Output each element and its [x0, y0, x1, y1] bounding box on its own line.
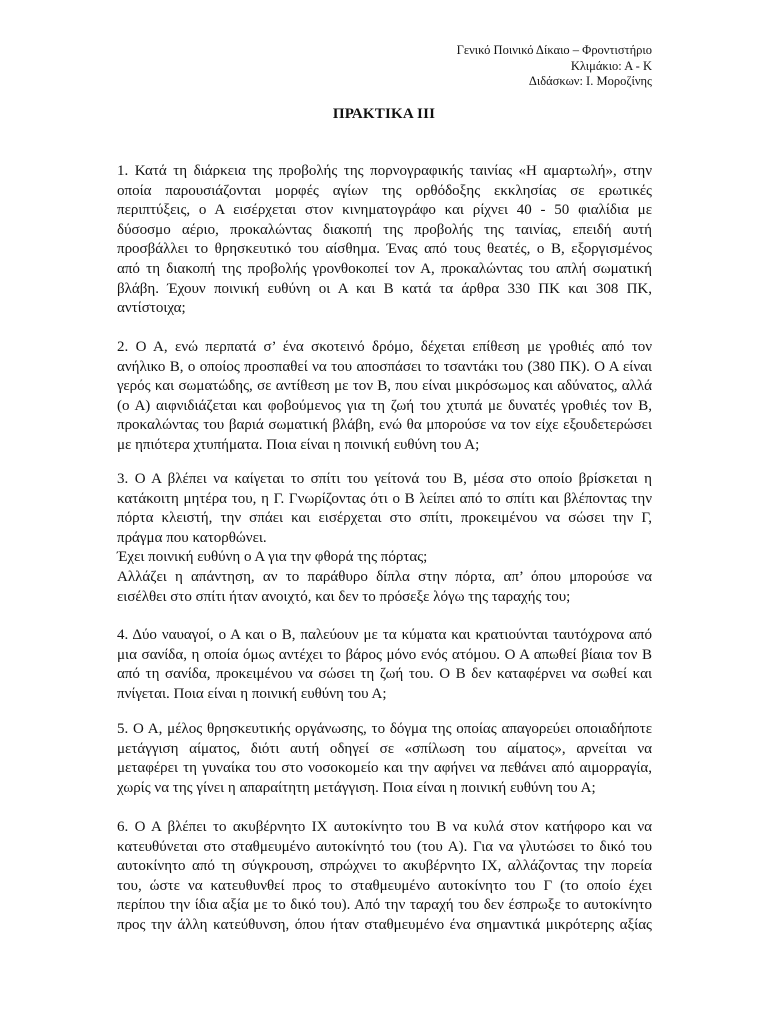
- question-6-line: προς την άλλη κατεύθυνση, όπου ήταν σταθμευμένο ένα σημαντικά μικρότερης αξίας: [117, 916, 652, 933]
- question-2: [117, 338, 652, 456]
- instructor-name: Διδάσκων: Ι. Μοροζίνης: [528, 74, 652, 88]
- question-2-line: 2. Ο Α, ενώ περπατά σ’ ένα σκοτεινό δρόμο, δέχεται επίθεση με γροθιές από τον: [117, 339, 652, 355]
- question-6-line: περίπου την ίδια αξία με το δικό του). Από την ταραχή του δεν έσπρωξε το αυτοκίνητο: [117, 897, 652, 914]
- page-header: [457, 43, 652, 90]
- question-5-line: χωρίς να της γίνει η απαραίτητη μετάγγιση. Ποια είναι η ποινική ευθύνη του Α;: [117, 779, 596, 796]
- question-1-line: από τη διακοπή της προβολής γρονθοκοπεί τον Α, προκαλώντας του απλή σωματική: [117, 260, 652, 277]
- section-label: Κλιμάκιο: Α - Κ: [570, 58, 652, 73]
- course-name: Γενικό Ποινικό Δίκαιο – Φροντιστήριο: [456, 43, 652, 57]
- question-1-line: οποία παρουσιάζονται μορφές αγίων της ορθόδοξης εκκλησίας σε ερωτικές: [117, 182, 652, 199]
- question-6-line: κατευθύνεται στο σταθμευμένο αυτοκίνητό του (του Α). Για να γλυτώσει το δικό του: [117, 838, 652, 855]
- question-6-line: του, ώστε να κατευθυνθεί προς το σταθμευμένο αυτοκίνητο του Γ (το οποίο έχει: [117, 877, 652, 894]
- question-2-line: γερός και σωματώδης, σε αντίθεση με τον Β, που είναι μικρόσωμος και αδύνατος, αλλά: [117, 378, 652, 395]
- question-2-line: (ο Α) αιφνιδιάζεται και φοβούμενος για τη ζωή του χτυπά με δυνατές γροθιές τον Β,: [117, 397, 652, 414]
- question-6-line: αυτοκίνητο από τη σύγκρουση, σπρώχνει το ακυβέρνητο ΙΧ, αλλάζοντας την πορεία: [117, 858, 652, 875]
- question-2-line: ανήλικο Β, ο οποίος προσπαθεί να του αποσπάσει το τσαντάκι του (380 ΠΚ). Ο Α είναι: [117, 358, 652, 375]
- question-3-line: πράγμα που κατορθώνει.: [117, 529, 267, 546]
- question-2-line: προκαλώντας του βαριά σωματική βλάβη, ενώ θα μπορούσε να τον είχε εξουδετερώσει: [117, 417, 652, 434]
- question-1-line: δύσοσμο αέριο, προκαλώντας διακοπή της προβολής της ταινίας, επειδή αυτή: [117, 221, 652, 238]
- question-3-line: πόρτα κλειστή, την σπάει και εισέρχεται στο σπίτι, προκειμένου να σώσει την Γ,: [117, 510, 652, 527]
- question-3-line: 3. Ο Α βλέπει να καίγεται το σπίτι του γείτονά του Β, μέσα στο οποίο βρίσκεται η: [117, 471, 652, 487]
- question-1-line: βλάβη. Έχουν ποινική ευθύνη οι Α και Β κατά τα άρθρα 330 ΠΚ και 308 ΠΚ,: [117, 280, 652, 297]
- document-title: ΠΡΑΚΤΙΚΑ ΙΙΙ: [332, 106, 436, 122]
- question-1-line: περιπτύξεις, ο Α εισέρχεται στον κινηματογράφο και ρίχνει 40 - 50 φιαλίδια με: [117, 202, 652, 219]
- question-1-line: 1. Κατά τη διάρκεια της προβολής της πορνογραφικής ταινίας «Η αμαρτωλή», στην: [117, 163, 652, 179]
- question-5-line: μεταφέρει τη γυναίκα του στο νοσοκομείο και την αφήνει να πεθάνει από αιμορραγία,: [117, 760, 652, 777]
- question-5-line: 5. Ο Α, μέλος θρησκευτικής οργάνωσης, το δόγμα της οποίας απαγορεύει οποιαδήποτε: [117, 721, 652, 737]
- question-3-line: Αλλάζει η απάντηση, αν το παράθυρο δίπλα στην πόρτα, απ’ όπου μπορούσε να: [117, 568, 652, 585]
- question-2-line: με ηπιότερα χτυπήματα. Ποια είναι η ποινική ευθύνη του Α;: [117, 436, 480, 453]
- question-3-line: Έχει ποινική ευθύνη ο Α για την φθορά της πόρτας;: [117, 549, 428, 566]
- question-3-line: εισέλθει στο σπίτι ήταν ανοιχτό, και δεν το πρόσεξε λόγω της ταραχής του;: [117, 588, 571, 605]
- question-4-line: 4. Δύο ναυαγοί, ο Α και ο Β, παλεύουν με τα κύματα και κρατιούνται ταυτόχρονα από: [117, 627, 652, 643]
- question-5: [117, 720, 652, 798]
- question-1-line: προσβάλλει το θρησκευτικό του αίσθημα. Ένας από τους θεατές, ο Β, εξοργισμένος: [117, 241, 652, 258]
- question-6: [117, 818, 652, 936]
- question-1-line: αντίστοιχα;: [117, 300, 186, 317]
- question-4-line: μια σανίδα, η οποία όμως αντέχει το βάρος μόνο ενός ατόμου. Ο Α απωθεί βίαια τον Β: [117, 646, 652, 663]
- question-3: [117, 470, 652, 607]
- question-4-line: πνίγεται. Ποια είναι η ποινική ευθύνη του Α;: [117, 685, 387, 702]
- question-4: [117, 626, 652, 704]
- question-5-line: μετάγγιση αίματος, διότι αυτή οδηγεί σε «σπίλωση του αίματος», αρνείται να: [117, 740, 652, 757]
- question-3-line: κατάκοιτη μητέρα του, η Γ. Γνωρίζοντας ότι ο Β λείπει από το σπίτι και βλέποντας την: [117, 490, 652, 507]
- question-1: [117, 162, 652, 319]
- question-6-line: 6. Ο Α βλέπει το ακυβέρνητο ΙΧ αυτοκίνητο του Β να κυλά στον κατήφορο και να: [117, 819, 652, 835]
- question-4-line: από τη σανίδα, προκειμένου να σώσει τη ζωή του. Ο Β δεν καταφέρνει να σωθεί και: [117, 666, 652, 683]
